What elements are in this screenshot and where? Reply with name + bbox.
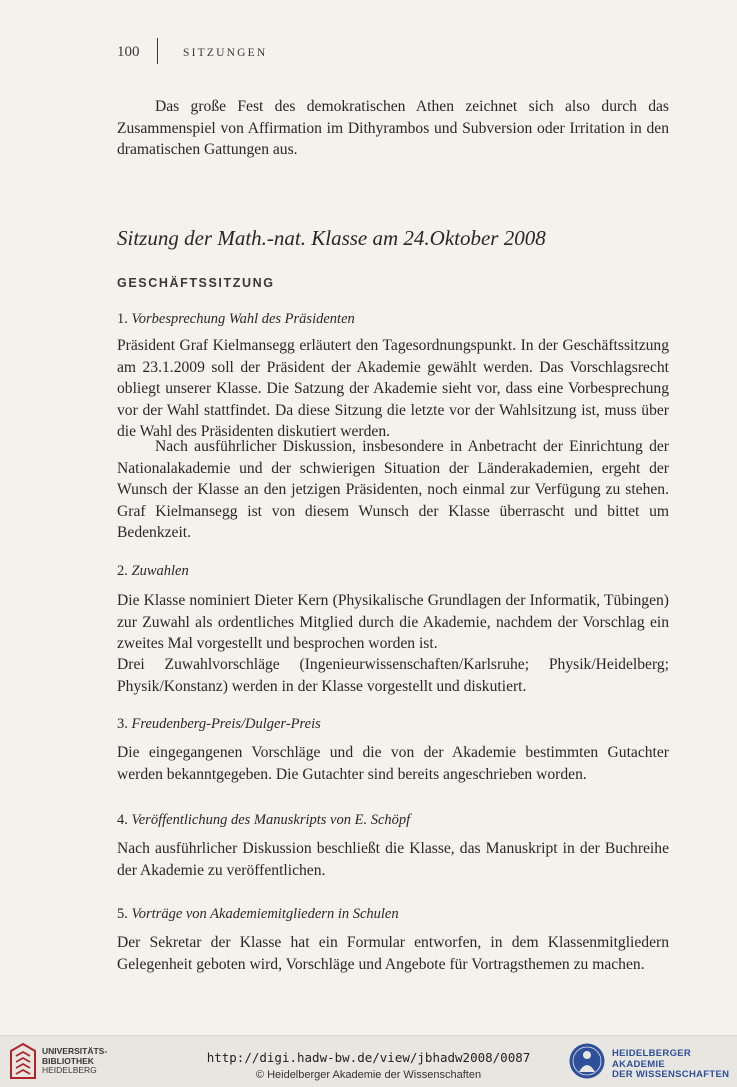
page-number: 100 [117, 44, 140, 60]
session-title: Sitzung der Math.-nat. Klasse am 24.Oktober 2008 [117, 226, 546, 250]
agenda-item-heading [117, 563, 189, 580]
agenda-item-title: Freudenberg-Preis/Dulger-Preis [131, 716, 321, 732]
agenda-paragraph: Nach ausführlicher Diskussion, insbesondere in Anbetracht der Einrichtung der Nationalakademie und der schwierigen Situation der Länderakademien, ergeht der Wunsch der Klasse an den jetzigen Präsidenten, noch einmal zur Verfügung zu stehen. Graf Kielmansegg ist von diesem Wunsch der Klasse überrascht und bittet um Bedenkzeit. [117, 438, 669, 541]
academy-seal-icon [568, 1042, 606, 1080]
agenda-paragraph: Der Sekretar der Klasse hat ein Formular entworfen, in dem Klassenmitgliedern Gelegenheit geboten wird, Vorschläge und Angebote für Vortragsthemen zu machen. [117, 934, 669, 973]
running-head: SITZUNGEN [183, 47, 268, 59]
agenda-item-title: Veröffentlichung des Manuskripts von E. Schöpf [131, 812, 411, 828]
agenda-item-heading [117, 906, 399, 923]
copyright-notice: © Heidelberger Akademie der Wissenschaften [255, 1069, 482, 1081]
agenda-item-heading [117, 716, 321, 733]
academy-label [612, 1049, 737, 1081]
library-line: UNIVERSITÄTS- [42, 1046, 108, 1056]
agenda-paragraph: Drei Zuwahlvorschläge (Ingenieurwissenschaften/Karlsruhe; Physik/Heidelberg; Physik/Konstanz) werden in der Klasse vorgestellt und diskutiert. [117, 656, 669, 695]
agenda-item-title: Vorträge von Akademiemitgliedern in Schulen [131, 906, 399, 922]
agenda-item-title: Vorbesprechung Wahl des Präsidenten [131, 311, 355, 327]
agenda-item-heading [117, 812, 410, 829]
agenda-item-number: 4. [117, 812, 128, 828]
agenda-paragraph: Die Klasse nominiert Dieter Kern (Physikalische Grundlagen der Informatik, Tübingen) zur Zuwahl als ordentliches Mitglied durch die Akademie, nachdem der Vorschlag ein zweites Mal vorgestellt und besprochen worden ist. [117, 592, 669, 652]
agenda-paragraph: Die eingegangenen Vorschläge und die von der Akademie bestimmten Gutachter werden bekanntgegeben. Die Gutachter sind bereits angeschrieben worden. [117, 744, 669, 783]
agenda-paragraph: Nach ausführlicher Diskussion beschließt die Klasse, das Manuskript in der Buchreihe der Akademie zu veröffentlichen. [117, 840, 669, 879]
agenda-item-number: 3. [117, 716, 128, 732]
agenda-item-number: 5. [117, 906, 128, 922]
library-line: HEIDELBERG [42, 1065, 97, 1075]
permalink-url[interactable]: http://digi.hadw-bw.de/view/jbhadw2008/0087 [206, 1050, 531, 1065]
academy-line: HEIDELBERGER AKADEMIE [612, 1048, 692, 1070]
agenda-item-heading [117, 311, 355, 328]
section-heading: GESCHÄFTSSITZUNG [117, 276, 275, 290]
agenda-item-title: Zuwahlen [131, 563, 189, 579]
header-divider [157, 38, 158, 64]
intro-paragraph: Das große Fest des demokratischen Athen zeichnet sich also durch das Zusammenspiel von Affirmation im Dithyrambos und Subversion oder Irritation in den dramatischen Gattungen aus. [117, 98, 669, 158]
academy-line: DER WISSENSCHAFTEN [612, 1069, 730, 1080]
agenda-item-number: 1. [117, 311, 128, 327]
library-line: BIBLIOTHEK [42, 1055, 94, 1066]
agenda-item-number: 2. [117, 563, 128, 579]
viewer-footer [0, 1035, 737, 1087]
agenda-paragraph: Präsident Graf Kielmansegg erläutert den Tagesordnungspunkt. In der Geschäftssitzung am 23.1.2009 soll der Präsident der Akademie gewählt werden. Das Vorschlagsrecht obliegt unserer Klasse. Die Satzung der Akademie sieht vor, dass eine Vorbesprechung vor der Wahl stattfindet. Da diese Sitzung die letzte vor der Wahlsitzung ist, muss über die Wahl des Präsidenten diskutiert werden. [117, 337, 669, 440]
